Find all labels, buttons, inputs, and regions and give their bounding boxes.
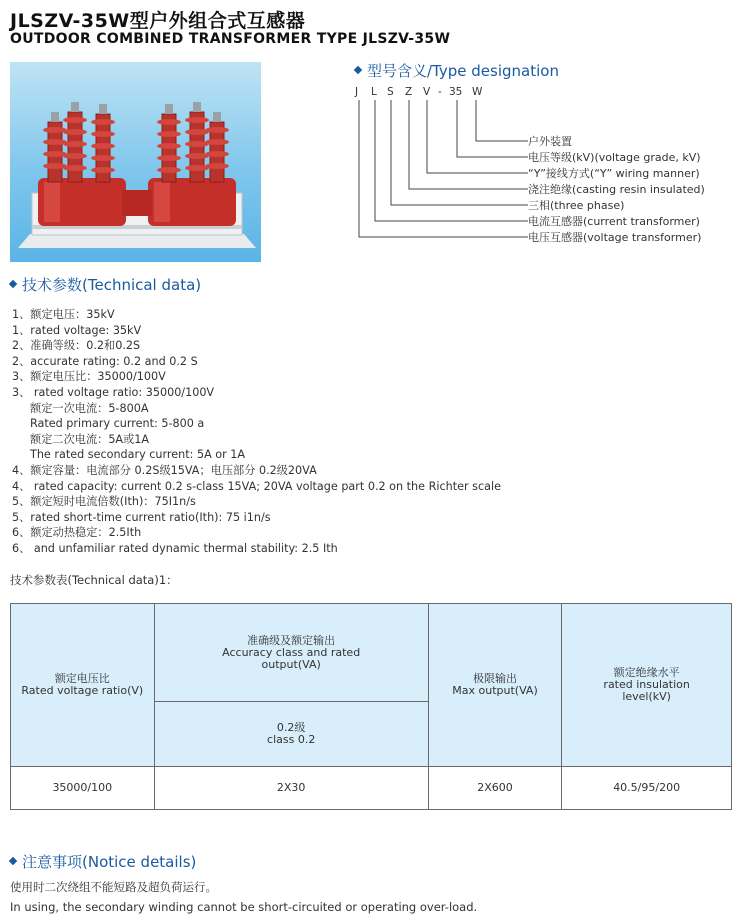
type-designation-heading	[355, 60, 559, 81]
spec-line: 2、准确等级：0.2和0.2S	[12, 339, 141, 353]
code-letter: J	[355, 86, 359, 98]
header-accuracy-en: Accuracy class and rated output(VA)	[222, 645, 361, 671]
spec-line: 3、 rated voltage ratio: 35000/100V	[12, 385, 215, 399]
spec-line: 5、额定短时电流倍数(Ith)：75I1n/s	[12, 495, 196, 509]
subheader-class-cn: 0.2级	[276, 721, 306, 734]
header-max-cn: 极限输出	[473, 672, 517, 685]
spec-line: 1、rated voltage: 35kV	[12, 323, 142, 337]
spec-line: 6、额定动热稳定：2.5Ith	[12, 526, 142, 540]
notice-heading-text: 注意事项(Notice details)	[22, 853, 197, 871]
code-letter: Z	[405, 86, 413, 98]
cell-output: 2X30	[154, 767, 428, 810]
header-insulation-cell	[562, 604, 732, 767]
subheader-class-en: class 0.2	[267, 733, 316, 746]
notice-heading	[10, 851, 196, 872]
spec-line: 额定一次电流：5-800A	[30, 401, 149, 415]
table-row	[11, 767, 732, 810]
notice-line-cn: 使用时二次绕组不能短路及超负荷运行。	[10, 880, 217, 894]
header-insulation-en: rated insulation level(kV)	[603, 678, 690, 703]
spec-line: 3、额定电压比：35000/100V	[12, 370, 166, 384]
spec-line: 4、额定容量：电流部分 0.2S级15VA；电压部分 0.2级20VA	[12, 463, 317, 477]
header-max-en: Max output(VA)	[452, 684, 538, 697]
header-insulation-cn: 额定绝缘水平	[613, 666, 680, 679]
technical-data-heading	[10, 274, 201, 295]
code-letter: 35	[449, 86, 463, 98]
diamond-bullet-icon	[9, 856, 17, 864]
cell-ratio: 35000/100	[11, 767, 155, 810]
code-letter: -	[438, 86, 442, 98]
code-letter: S	[387, 86, 394, 98]
technical-data-table	[10, 603, 732, 810]
page-subtitle: OUTDOOR COMBINED TRANSFORMER TYPE JLSZV-35W	[10, 31, 451, 47]
header-accuracy-cn: 准确级及额定输出	[247, 633, 336, 647]
designation-label: 电流互感器(current transformer)	[528, 215, 700, 228]
designation-label: 浇注绝缘(casting resin insulated)	[528, 183, 705, 196]
notice-body	[10, 877, 477, 917]
diamond-bullet-icon	[9, 279, 17, 287]
type-designation-heading-text: 型号含义/Type designation	[367, 62, 559, 80]
spec-line: 1、额定电压：35kV	[12, 308, 115, 321]
cell-max: 2X600	[428, 767, 562, 810]
header-ratio-en: Rated voltage ratio(V)	[21, 684, 144, 697]
code-letter: L	[371, 86, 377, 98]
designation-label: 电压等级(kV)(voltage grade, kV)	[528, 151, 701, 164]
header-accuracy-cell	[154, 604, 428, 702]
header-max-output-cell	[428, 604, 562, 767]
designation-leader-lines	[350, 98, 530, 240]
designation-label: 电压互感器(voltage transformer)	[528, 231, 702, 244]
notice-line-en: In using, the secondary winding cannot be short-circuited or operating over-load.	[10, 900, 478, 914]
transformer-illustration	[10, 62, 261, 262]
page-title: JLSZV-35W型户外组合式互感器	[10, 10, 306, 32]
technical-data-heading-text: 技术参数(Technical data)	[22, 276, 202, 294]
header-ratio-cell	[11, 604, 155, 767]
product-photo	[10, 62, 261, 262]
designation-label: “Y”接线方式(“Y” wiring manner)	[528, 167, 700, 180]
spec-line: 4、 rated capacity: current 0.2 s-class 15VA; 20VA voltage part 0.2 on the Richter scale	[12, 479, 501, 493]
code-letter: W	[472, 86, 483, 98]
diamond-bullet-icon	[354, 65, 362, 73]
spec-line: Rated primary current: 5-800 a	[30, 417, 205, 431]
designation-label: 户外装置	[528, 135, 572, 148]
spec-line: 6、 and unfamiliar rated dynamic thermal stability: 2.5 Ith	[12, 541, 338, 555]
designation-labels	[528, 134, 705, 246]
spec-line: 5、rated short-time current ratio(Ith): 75 i1n/s	[12, 510, 271, 524]
technical-data-list	[12, 307, 501, 557]
code-letter: V	[423, 86, 431, 98]
designation-label: 三相(three phase)	[528, 199, 625, 212]
spec-line: 2、accurate rating: 0.2 and 0.2 S	[12, 354, 198, 368]
spec-line: The rated secondary current: 5A or 1A	[30, 448, 246, 462]
table-caption: 技术参数表(Technical data)1：	[10, 573, 178, 587]
subheader-class-cell	[154, 702, 428, 767]
spec-line: 额定二次电流：5A或1A	[30, 432, 150, 446]
header-ratio-cn: 额定电压比	[54, 672, 110, 685]
cell-insulation: 40.5/95/200	[562, 767, 732, 810]
